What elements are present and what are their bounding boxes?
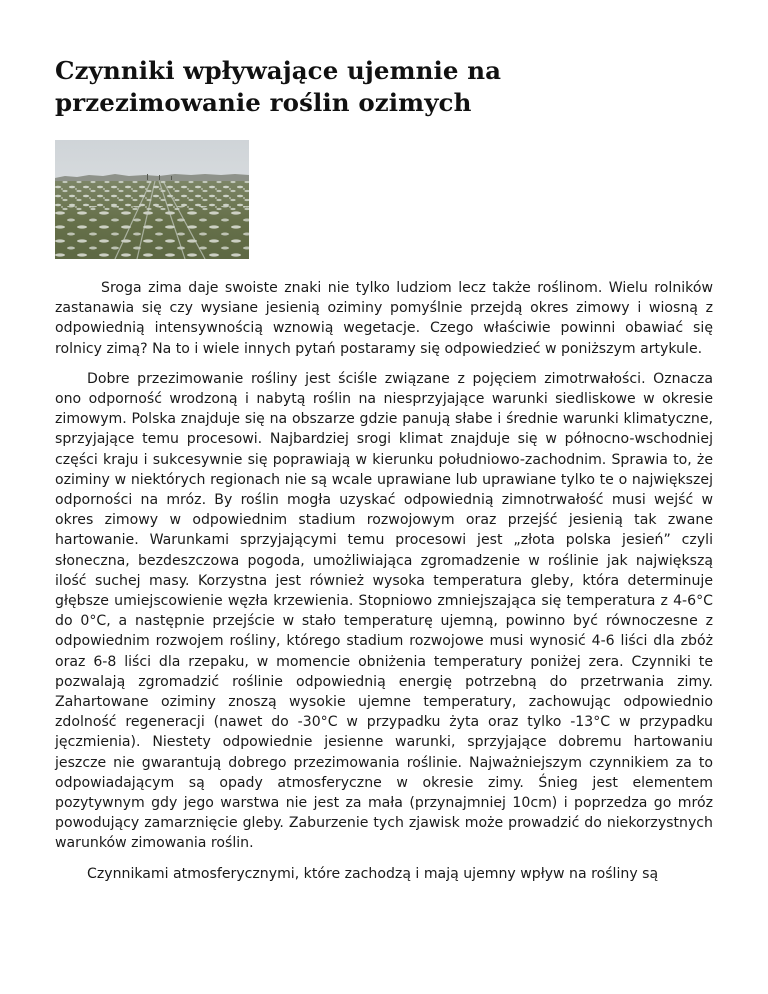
paragraph-intro: Sroga zima daje swoiste znaki nie tylko ludziom lecz także roślinom. Wielu rolników zastanawia się czy wysiane jesienią oziminy pomyślnie przejdą okres zimowy i wiosną z odpowiednią intensywnością wznowią wegetacje. Czego właściwie powinni obawiać się rolnicy zimą? Na to i wiele innych pytań postaramy się odpowiedzieć w poniższym artykule. [55,280,713,357]
paragraph-czynniki: Czynnikami atmosferycznymi, które zachodzą i mają ujemny wpływ na rośliny są [87,865,659,882]
article-title: Czynniki wpływające ujemnie na przezimowanie roślin ozimych [55,56,502,117]
paragraph-zimotrwalosc: Dobre przezimowanie rośliny jest ściśle związane z pojęciem zimotrwałości. Oznacza ono odporność wrodzoną i nabytą roślin na niesprzyjające warunki siedliskowe w okresie zimowym. Polska znajduje się na obszarze gdzie panują słabe i średnie warunki klimatyczne, sprzyjające temu procesowi. Najbardziej srogi klimat znajduje się w północno-wschodniej części kraju i sukcesywnie się poprawiają w kierunku południowo-zachodnim. Sprawia to, że oziminy w niektórych regionach nie są wcale uprawiane lub uprawiane tylko te o największej odporności na mróz. By roślin mogła uzyskać odpowiednią zimnotrwałość musi wejść w okres zimowy w odpowiednim stadium rozwojowym oraz przejść jesienią tak zwane hartowanie. Warunkami sprzyjającymi temu procesowi jest „złota polska jesień” czyli słoneczna, bezdeszczowa pogoda, umożliwiająca zgromadzenie w roślinie jak największą ilość suchej masy. Korzystna jest również wysoka temperatura gleby, która determinuje głębsze umiejscowienie węzła krzewienia. Stopniowo zmniejszająca się temperatura z 4-6°C do 0°C, a następnie przejście w stało temperaturę ujemną, powinno być równoczesne z odpowiednim rozwojem rośliny, którego stadium rozwojowe musi wynosić 4-6 liści dla zbóż oraz 6-8 liści dla rzepaku, w momencie obniżenia temperatury poniżej zera. Czynniki te pozwalają zgromadzić roślinie odpowiednią energię potrzebną do przetrwania zimy. Zahartowane oziminy znoszą wysokie ujemne temperatury, zachowując odpowiednio zdolność regeneracji (nawet do -30°C w przypadku żyta oraz tylko -13°C w przypadku jęczmienia). Niestety odpowiednie jesienne warunki, sprzyjające dobremu hartowaniu jeszcze nie gwarantują dobrego przezimowania roślinie. Najważniejszym czynnikiem za to odpowiadającym są opady atmosferyczne w okresie zimy. Śnieg jest elementem pozytywnym gdy jego warstwa nie jest za mała (przynajmniej 10cm) i poprzedza go mróz powodujący zamarznięcie gleby. Zaburzenie tych zjawisk może prowadzić do niekorzystnych warunków zimowania roślin. [55,370,713,852]
winter-field-photo [55,140,249,259]
article-body [55,278,713,894]
